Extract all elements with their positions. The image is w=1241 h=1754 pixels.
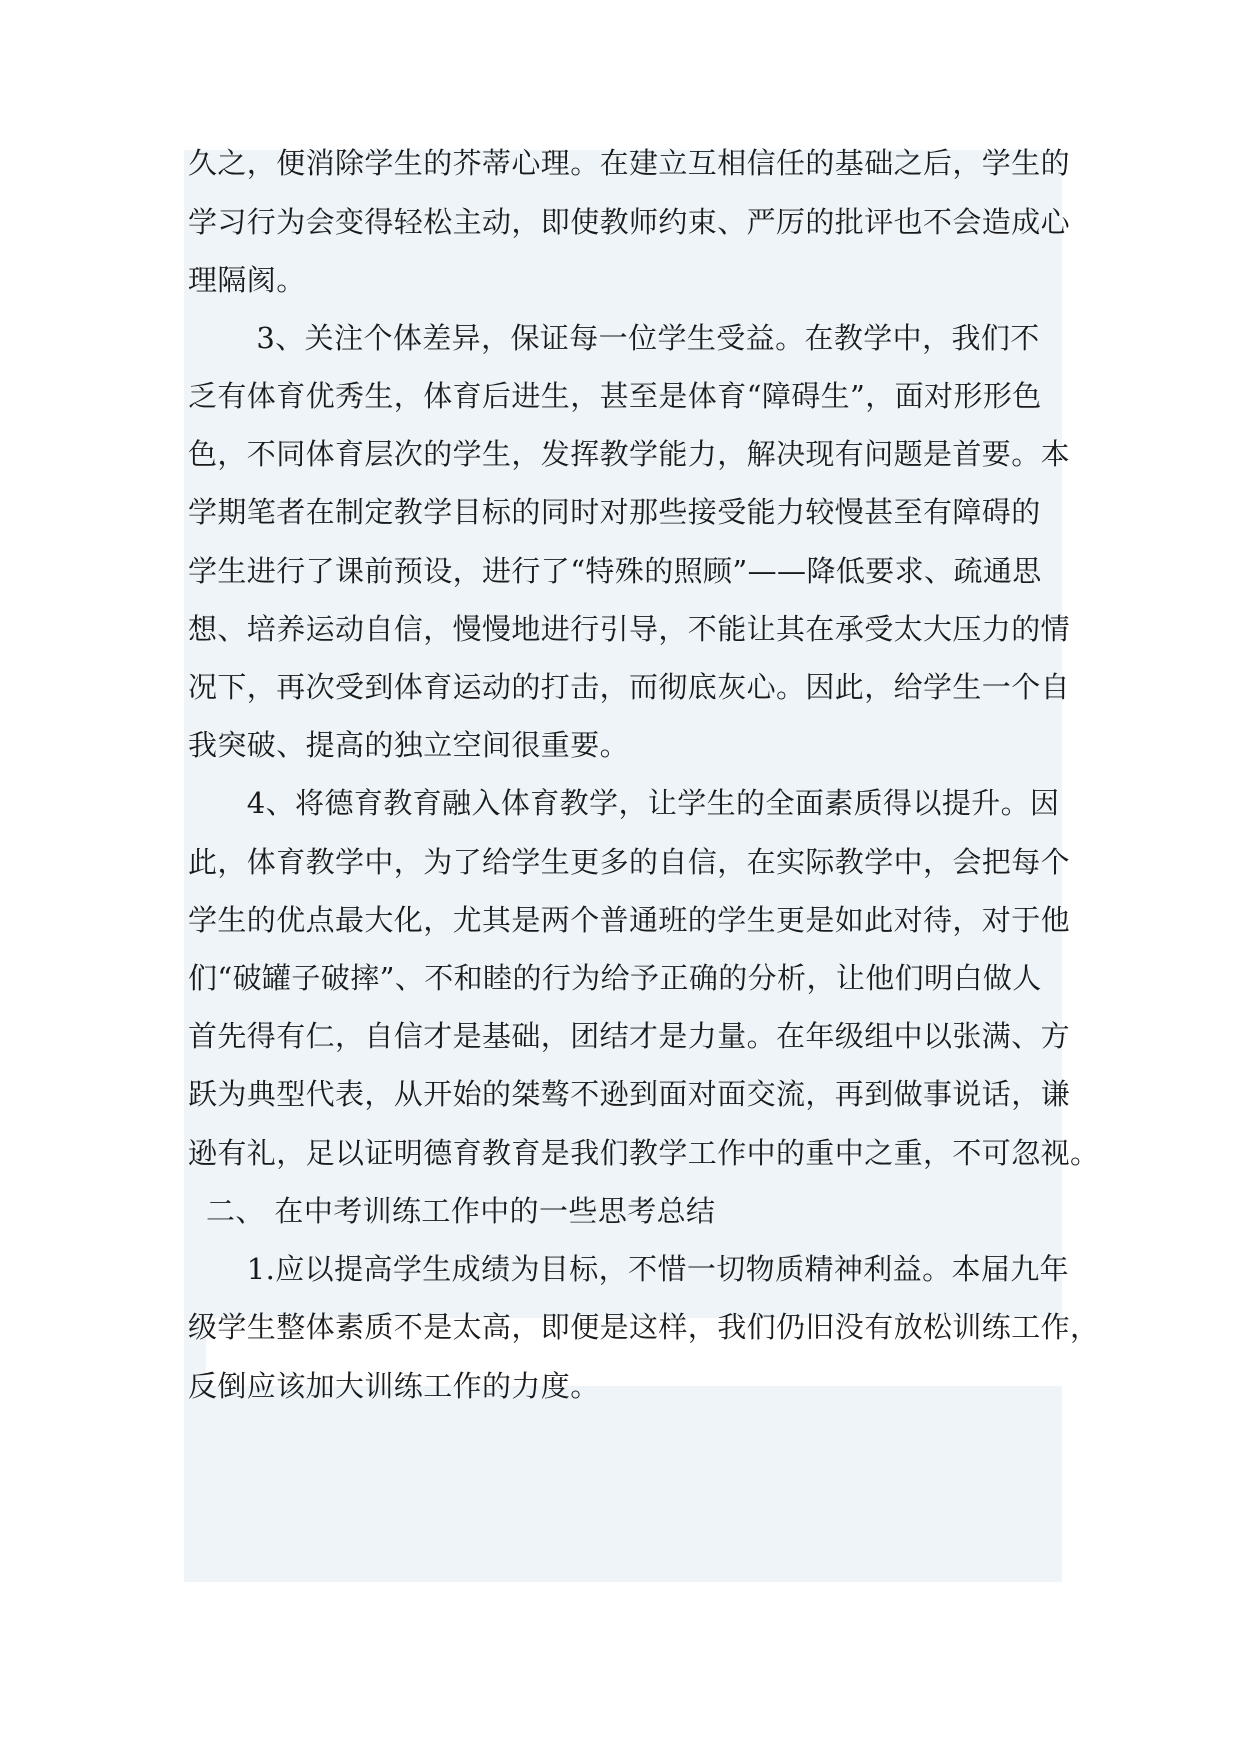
text-highlight-block (184, 1386, 1062, 1582)
paragraph-line: 学习行为会变得轻松主动，即使教师约束、严厉的批评也不会造成心 (188, 205, 1071, 239)
paragraph-line: 况下，再次受到体育运动的打击，而彻底灰心。因此，给学生一个自 (188, 670, 1071, 704)
paragraph-line: 学期笔者在制定教学目标的同时对那些接受能力较慢甚至有障碍的 (188, 495, 1041, 529)
paragraph-line: 们“破罐子破摔”、不和睦的行为给予正确的分析，让他们明白做人 (188, 961, 1042, 995)
paragraph-line: 1.应以提高学生成绩为目标，不惜一切物质精神利益。本届九年 (188, 1252, 1070, 1286)
paragraph-line: 跃为典型代表，从开始的桀骜不逊到面对面交流，再到做事说话，谦 (188, 1077, 1071, 1111)
paragraph-line: 学生的优点最大化，尤其是两个普通班的学生更是如此对待，对于他 (188, 903, 1071, 937)
section-heading: 二、 在中考训练工作中的一些思考总结 (206, 1194, 716, 1228)
paragraph-line: 久之，便消除学生的芥蒂心理。在建立互相信任的基础之后，学生的 (188, 146, 1071, 180)
paragraph-line: 理隔阂。 (188, 263, 306, 297)
paragraph-line: 反倒应该加大训练工作的力度。 (188, 1369, 600, 1403)
paragraph-line: 色，不同体育层次的学生，发挥教学能力，解决现有问题是首要。本 (188, 437, 1071, 471)
paragraph-line: 逊有礼，足以证明德育教育是我们教学工作中的重中之重，不可忽视。 (188, 1136, 1100, 1170)
paragraph-line: 4、将德育教育融入体育教学，让学生的全面素质得以提升。因 (188, 786, 1060, 820)
paragraph-line: 乏有体育优秀生，体育后进生，甚至是体育“障碍生”，面对形形色 (188, 379, 1042, 413)
paragraph-line: 想、培养运动自信，慢慢地进行引导，不能让其在承受太大压力的情 (188, 612, 1071, 646)
paragraph-line: 级学生整体素质不是太高，即便是这样，我们仍旧没有放松训练工作， (188, 1310, 1100, 1344)
paragraph-line: 此，体育教学中，为了给学生更多的自信，在实际教学中，会把每个 (188, 845, 1071, 879)
paragraph-line: 学生进行了课前预设，进行了“特殊的照顾”——降低要求、疏通思 (188, 554, 1042, 588)
paragraph-line: 我突破、提高的独立空间很重要。 (188, 728, 630, 762)
paragraph-line: 3、关注个体差异，保证每一位学生受益。在教学中，我们不 (188, 321, 1040, 355)
paragraph-line: 首先得有仁，自信才是基础，团结才是力量。在年级组中以张满、方 (188, 1019, 1071, 1053)
